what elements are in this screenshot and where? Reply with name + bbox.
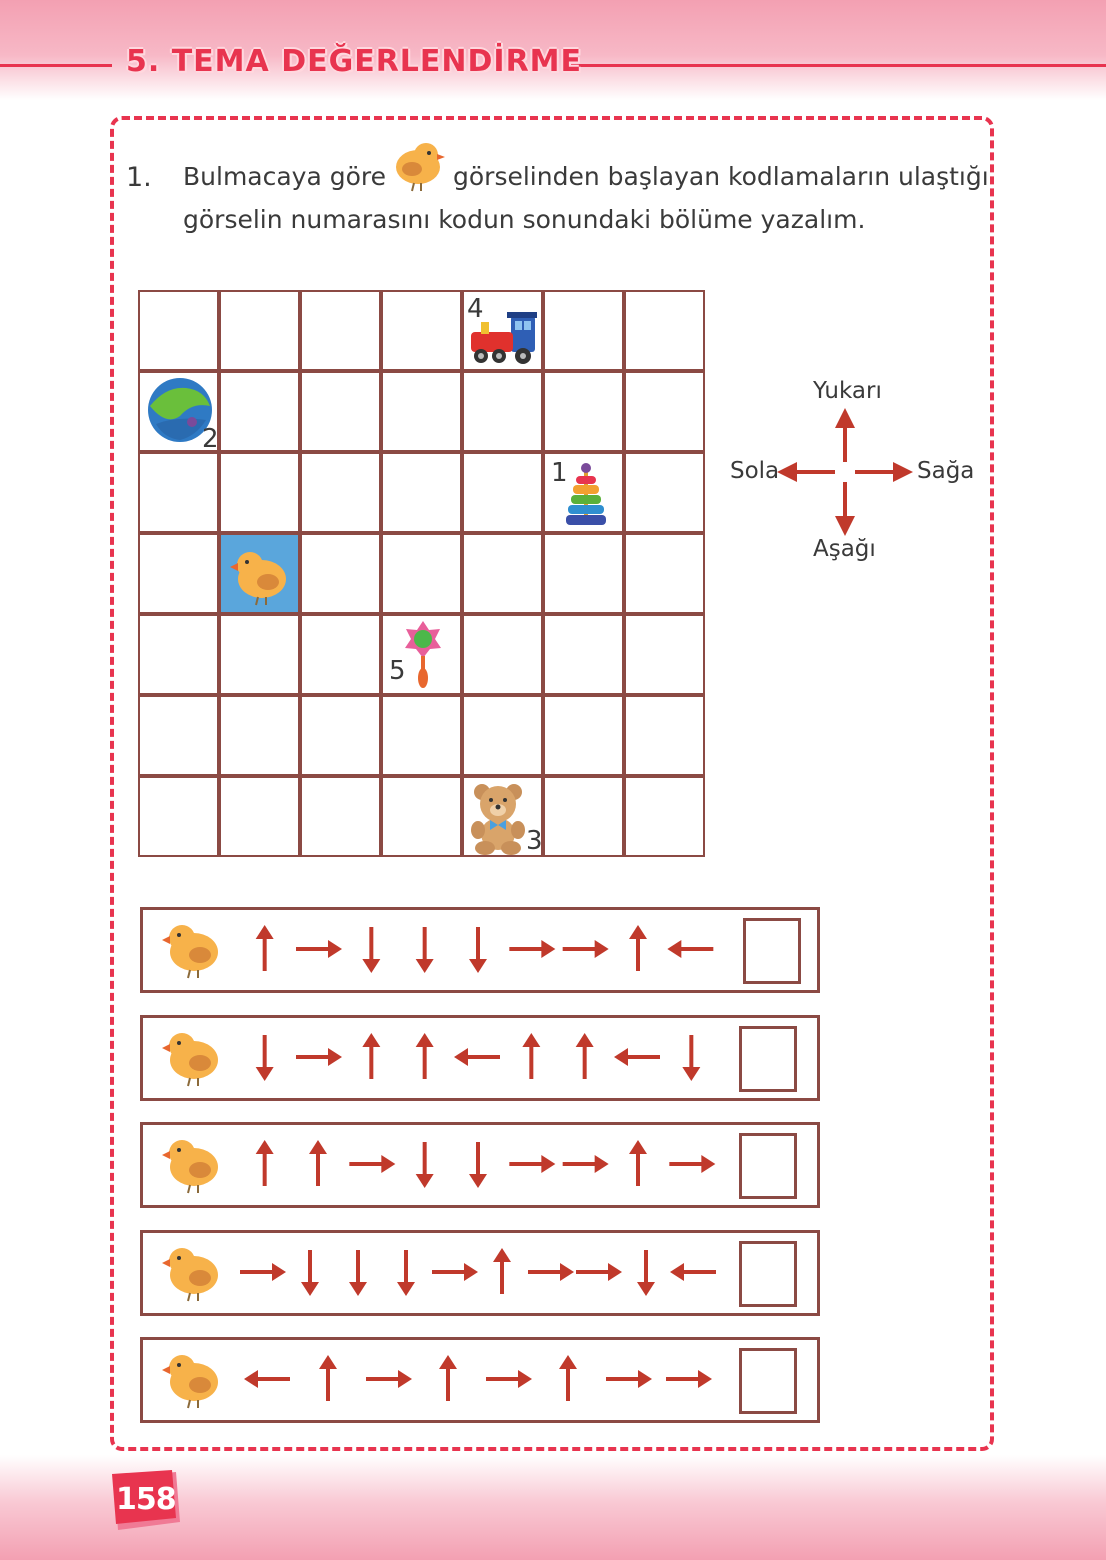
compass-up-label: Yukarı [813, 378, 882, 404]
grid-cell [462, 452, 543, 533]
grid-cell [300, 614, 381, 695]
grid-cell [138, 776, 219, 857]
compass-left-label: Sola [730, 458, 780, 484]
rattle-number: 5 [389, 656, 406, 686]
arrow-left-icon [667, 940, 713, 958]
arrow-up-icon [309, 1140, 327, 1186]
grid-cell [381, 695, 462, 776]
code-row-3-arrows [238, 1133, 730, 1195]
question-text-line1-start: Bulmacaya göre [183, 162, 387, 191]
arrow-down-icon [362, 927, 380, 973]
arrow-down-icon [256, 1035, 274, 1081]
arrow-up-icon [256, 1140, 274, 1186]
grid-cell [219, 695, 300, 776]
arrow-down-icon [469, 1142, 487, 1188]
code-row-1-bird-icon [160, 918, 226, 980]
grid-cell [138, 695, 219, 776]
grid-cell [219, 614, 300, 695]
code-row-4-arrows [238, 1241, 730, 1303]
title-rule-left [0, 64, 112, 67]
arrow-down-icon [682, 1035, 700, 1081]
grid-cell [462, 614, 543, 695]
grid-cell [543, 290, 624, 371]
grid-cell [624, 695, 705, 776]
grid-cell [624, 290, 705, 371]
arrow-right-icon [509, 1155, 555, 1173]
code-row-4-bird-icon [160, 1241, 226, 1303]
arrow-up-icon [319, 1355, 337, 1401]
arrow-right-icon [576, 1263, 622, 1281]
arrow-up-icon [362, 1033, 380, 1079]
grid-cell [219, 452, 300, 533]
arrow-up-icon [629, 1140, 647, 1186]
arrow-up-icon [559, 1355, 577, 1401]
question-text-line2: görselin numarasını kodun sonundaki bölüme yazalım. [183, 205, 866, 234]
arrow-left-icon [614, 1048, 660, 1066]
arrow-up-icon [576, 1033, 594, 1079]
grid-cell [624, 452, 705, 533]
arrow-right-icon [240, 1263, 286, 1281]
arrow-right-icon [366, 1370, 412, 1388]
grid-cell [624, 614, 705, 695]
arrow-up-icon [439, 1355, 457, 1401]
arrow-down-icon [637, 1250, 655, 1296]
grid-cell [381, 452, 462, 533]
code-row-5-bird-icon [160, 1348, 226, 1410]
answer-box-2[interactable] [739, 1026, 797, 1092]
arrow-right-icon [432, 1263, 478, 1281]
rattle-icon [402, 620, 444, 690]
arrow-down-icon [469, 927, 487, 973]
arrow-left-icon [670, 1263, 716, 1281]
arrow-up-icon [416, 1033, 434, 1079]
arrow-down-icon [397, 1250, 415, 1296]
grid-cell [300, 533, 381, 614]
grid-cell [543, 776, 624, 857]
answer-box-4[interactable] [739, 1241, 797, 1307]
arrow-right-icon [296, 1048, 342, 1066]
arrow-right-icon [606, 1370, 652, 1388]
grid-cell [219, 290, 300, 371]
grid-cell [300, 776, 381, 857]
code-row-2-bird-icon [160, 1026, 226, 1088]
ring-stack-number: 1 [551, 458, 568, 488]
ball-number: 2 [202, 424, 219, 454]
grid-cell [462, 695, 543, 776]
grid-cell [624, 533, 705, 614]
grid-cell [219, 776, 300, 857]
arrow-up-icon [493, 1248, 511, 1294]
grid-cell [138, 614, 219, 695]
grid-cell [381, 290, 462, 371]
grid-cell [381, 533, 462, 614]
grid-cell [462, 533, 543, 614]
grid-cell [138, 290, 219, 371]
teddy-bear-icon [468, 780, 528, 856]
bird-icon [388, 136, 448, 194]
ring-stack-icon [565, 462, 607, 528]
code-row-1-arrows [238, 918, 730, 980]
grid-cell [543, 533, 624, 614]
compass-down-label: Aşağı [813, 536, 876, 562]
grid-cell [462, 371, 543, 452]
answer-box-1[interactable] [743, 918, 801, 984]
grid-cell [624, 776, 705, 857]
arrow-up-icon [629, 925, 647, 971]
answer-box-3[interactable] [739, 1133, 797, 1199]
page-number: 158 [116, 1482, 176, 1517]
grid-cell [300, 452, 381, 533]
page-title: 5. TEMA DEĞERLENDİRME [126, 44, 583, 79]
grid-cell [543, 371, 624, 452]
grid-cell [219, 371, 300, 452]
arrow-up-icon [256, 925, 274, 971]
arrow-right-icon [349, 1155, 395, 1173]
answer-box-5[interactable] [739, 1348, 797, 1414]
grid-cell [624, 371, 705, 452]
arrow-down-icon [349, 1250, 367, 1296]
arrow-left-icon [454, 1048, 500, 1066]
arrow-right-icon [528, 1263, 574, 1281]
arrow-right-icon [563, 1155, 609, 1173]
arrow-left-icon [244, 1370, 290, 1388]
grid-cell [138, 452, 219, 533]
arrow-right-icon [509, 940, 555, 958]
direction-legend [725, 370, 985, 580]
compass-right-label: Sağa [917, 458, 975, 484]
arrow-up-icon [522, 1033, 540, 1079]
teddy-bear-number: 3 [526, 826, 543, 856]
code-row-3-bird-icon [160, 1133, 226, 1195]
title-rule-right [568, 64, 1106, 67]
arrow-down-icon [416, 1142, 434, 1188]
grid-cell [543, 614, 624, 695]
arrow-right-icon [486, 1370, 532, 1388]
code-row-2-arrows [238, 1026, 730, 1088]
grid-cell [381, 776, 462, 857]
arrow-down-icon [416, 927, 434, 973]
question-text-line1-end: görselinden başlayan kodlamaların ulaştığı [453, 162, 989, 191]
grid-cell [300, 695, 381, 776]
grid-cell [543, 695, 624, 776]
code-row-5-arrows [238, 1348, 730, 1410]
arrow-down-icon [301, 1250, 319, 1296]
grid-cell [138, 533, 219, 614]
train-number: 4 [467, 294, 484, 324]
arrow-right-icon [563, 940, 609, 958]
arrow-right-icon [669, 1155, 715, 1173]
grid-cell [300, 290, 381, 371]
arrow-right-icon [666, 1370, 712, 1388]
question-number: 1. [126, 162, 152, 193]
grid-cell [300, 371, 381, 452]
start-bird-icon [228, 543, 294, 609]
arrow-right-icon [296, 940, 342, 958]
grid-cell [381, 371, 462, 452]
